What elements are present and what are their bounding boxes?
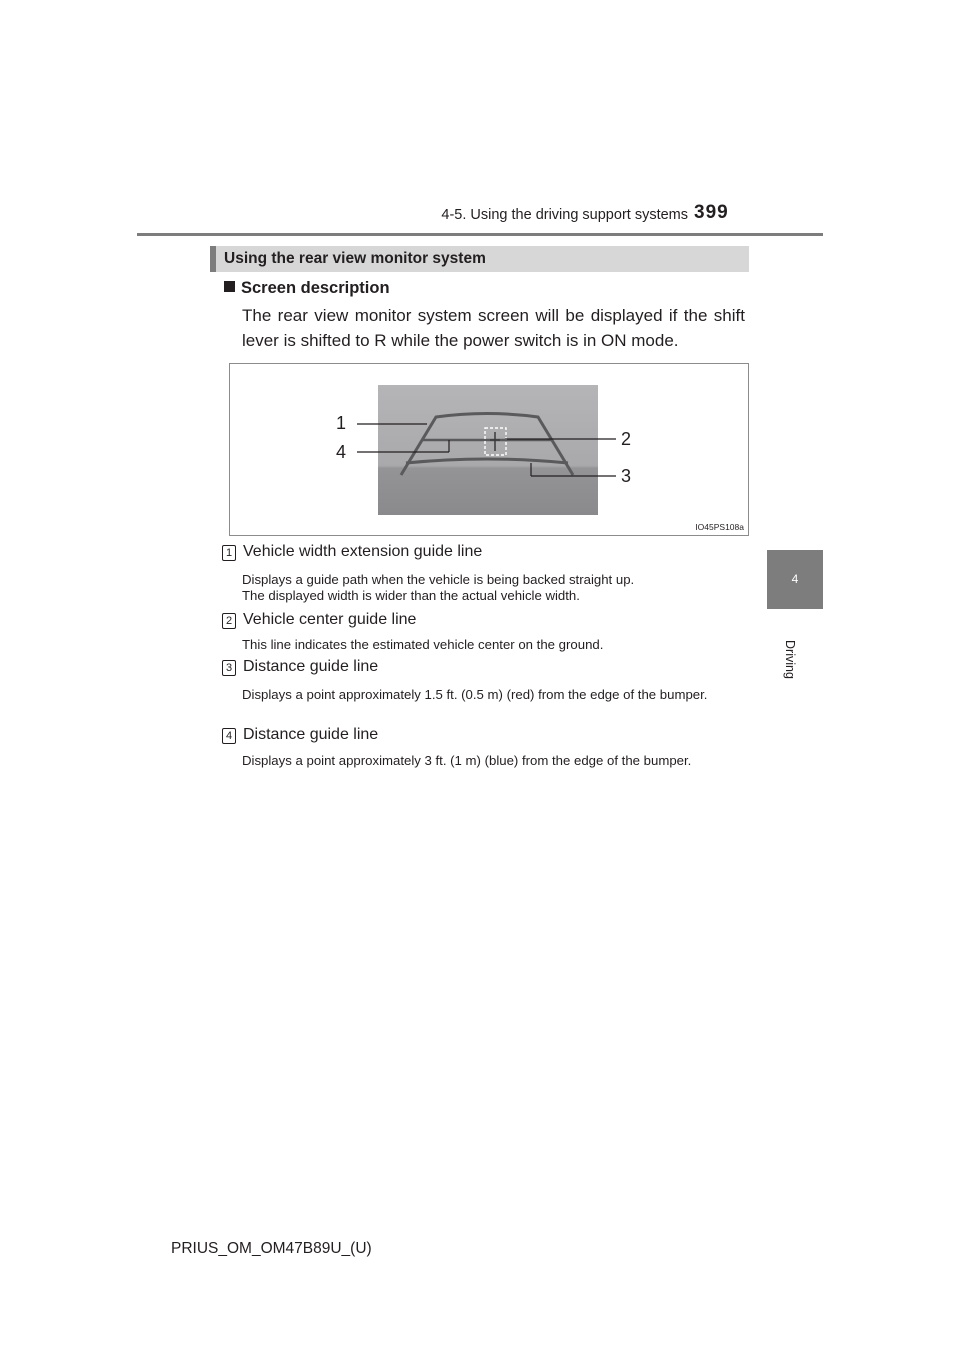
item-description-extra: The displayed width is wider than the actual vehicle width. [242,588,580,603]
screen-description-text: The rear view monitor system screen will be displayed if the shift lever is shifted to R while the power switch is in ON mode. [242,306,745,350]
item-number-badge: 4 [222,728,236,744]
model-code-footer: PRIUS_OM_OM47B89U_(U) [171,1240,372,1257]
callout-2: 2 [621,429,632,449]
monitor-screen [378,385,598,515]
section-heading: Using the rear view monitor system [224,250,486,267]
chapter-tab-number: 4 [791,572,799,586]
item-title: Vehicle width extension guide line [243,543,483,560]
square-bullet-icon [224,281,235,292]
item-number-badge: 3 [222,660,236,676]
item-description: This line indicates the estimated vehicle center on the ground. [242,637,604,652]
item-number-badge: 2 [222,613,236,629]
callout-4: 4 [336,442,347,462]
running-header-section: 4-5. Using the driving support systems [441,207,688,223]
subsection-heading [224,279,390,298]
item-title: Distance guide line [243,726,379,743]
section-heading-accent [210,246,216,272]
item-description: Displays a point approximately 1.5 ft. (0.5 m) (red) from the edge of the bumper. [242,687,708,702]
callout-1: 1 [336,413,347,433]
item-title: Vehicle center guide line [243,611,417,628]
rear-view-monitor-illustration [229,363,749,536]
item-description: Displays a guide path when the vehicle is being backed straight up. [242,572,635,587]
figure-code: IO45PS108a [695,522,744,532]
chapter-tab-label: Driving [783,640,797,679]
item-number-badge: 1 [222,545,236,561]
subsection-heading-text: Screen description [241,279,390,297]
item-description: Displays a point approximately 3 ft. (1 m) (blue) from the edge of the bumper. [242,753,692,768]
callout-3: 3 [621,466,632,486]
page-number: 399 [694,202,729,223]
header-rule [137,233,823,236]
item-title: Distance guide line [243,658,379,675]
